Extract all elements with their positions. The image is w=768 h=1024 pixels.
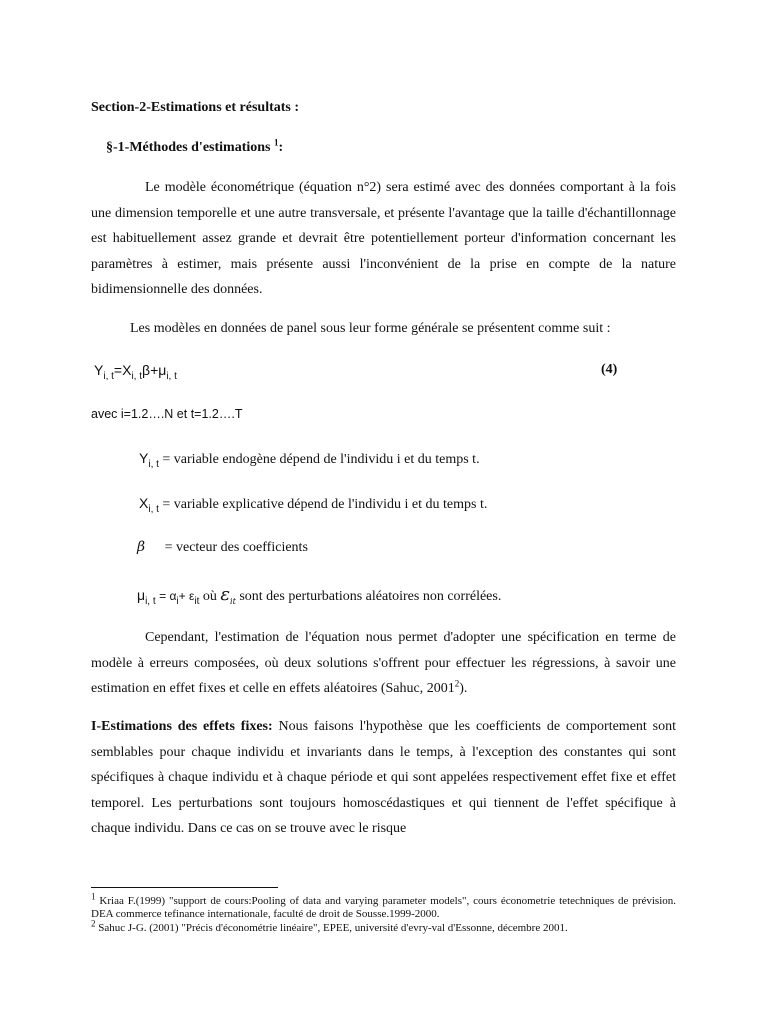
footnote-ref-2: 2 <box>454 678 460 689</box>
def-mu-sub: i, t <box>145 595 156 607</box>
eq-x: X <box>122 362 132 378</box>
equation-4 <box>94 362 177 382</box>
paragraph-intro <box>91 175 676 303</box>
fixed-effects-heading: I-Estimations des effets fixes: <box>91 719 273 734</box>
def-ou: où <box>202 589 217 604</box>
def-eps-sub: it <box>194 595 200 607</box>
eq-mu: μ <box>158 362 167 378</box>
footnote-1 <box>91 891 677 921</box>
index-range: avec i=1.2….N et t=1.2….T <box>91 407 243 421</box>
def-x-sub: i, t <box>148 503 159 515</box>
footnote-1-text: Kriaa F.(1999) "support de cours:Pooling of data and varying parameter models", cours économetrie tetechniques de prévision. DEA commerce tefinance internationale, faculté de droit de Sousse.1999-2000. <box>91 895 677 920</box>
def-alpha-sub: i <box>176 595 179 607</box>
definition-x <box>139 495 487 513</box>
def-mu-symbol: μ <box>137 587 146 603</box>
footnote-ref-1: 1 <box>274 137 279 148</box>
equation-number: (4) <box>601 362 618 377</box>
def-y-sub: i, t <box>148 458 159 470</box>
def-y-text: = variable endogène dépend de l'individu i et du temps t. <box>162 452 480 467</box>
def-epsilon-sub: it <box>230 596 236 606</box>
def-y-symbol: Y <box>139 450 149 466</box>
paragraph-error-components-tail: ). <box>459 681 468 697</box>
eq-plus: + <box>150 362 159 378</box>
paragraph-error-components-text: Cependant, l'estimation de l'équation nous permet d'adopter une spécification en terme de modèle à erreurs composées, où deux solutions s'offrent pour effectuer les régressions, à savoir une estimation en effet fixes et celle en effets aléatoires (Sahuc, 2001 <box>91 630 676 697</box>
eq-equals: = <box>113 362 123 378</box>
paragraph-panel-form: Les modèles en données de panel sous leur forme générale se présentent comme suit : <box>130 321 611 336</box>
footnote-separator <box>91 887 278 888</box>
subsection-title <box>106 137 284 156</box>
footnote-2-text: Sahuc J-G. (2001) "Précis d'économétrie linéaire", EPEE, université d'evry-val d'Essonne, décembre 2001. <box>98 922 568 934</box>
eq-x-sub: i, t <box>131 370 142 382</box>
eq-beta: β <box>142 362 151 378</box>
paragraph-fixed-effects <box>91 714 676 842</box>
paragraph-fixed-effects-text: Nous faisons l'hypothèse que les coefficients de comportement sont semblables pour chaque individu et invariants dans le temps, à l'exception des constantes qui sont spécifiques à chaque individu et à chaque période et qui sont appelées respectivement effet fixe et effet temporel. Les perturbations sont toujours homoscédastiques et qui tiennent de l'effet spécifique à chaque individu. Dans ce cas on se trouve avec le risque <box>91 719 676 837</box>
subsection-title-tail: : <box>278 140 284 155</box>
footnote-2 <box>91 918 676 935</box>
subsection-title-text: §-1-Méthodes d'estimations <box>106 140 271 155</box>
eq-mu-sub: i, t <box>166 370 177 382</box>
def-epsilon-symbol: ε <box>220 584 231 605</box>
definition-beta <box>137 539 308 556</box>
def-x-text: = variable explicative dépend de l'individu i et du temps t. <box>162 497 488 512</box>
def-mu-text: sont des perturbations aléatoires non corrélées. <box>239 589 502 604</box>
def-plus-eps: + ε <box>178 589 195 603</box>
def-mu-eq: = α <box>159 589 177 603</box>
def-beta-text: = vecteur des coefficients <box>164 540 308 555</box>
footnote-2-number: 2 <box>91 918 96 929</box>
paragraph-error-components <box>91 625 676 702</box>
eq-y-sub: i, t <box>103 370 114 382</box>
def-beta-symbol: β <box>137 539 146 555</box>
section-title: Section-2-Estimations et résultats : <box>91 100 300 115</box>
definition-mu <box>137 584 501 605</box>
footnote-1-number: 1 <box>91 891 96 902</box>
def-x-symbol: X <box>139 495 149 511</box>
paragraph-intro-text: Le modèle économétrique (équation n°2) sera estimé avec des données comportant à la fois une dimension temporelle et une autre transversale, et présente l'avantage que la taille d'échantillonnage est habituellement assez grande et devrait être potentiellement porteur d'information concernant les paramètres à estimer, mais présente aussi l'inconvénient de la prise en compte de la nature bidimensionnelle des données. <box>91 180 676 298</box>
definition-y <box>139 450 480 468</box>
eq-y: Y <box>94 362 104 378</box>
